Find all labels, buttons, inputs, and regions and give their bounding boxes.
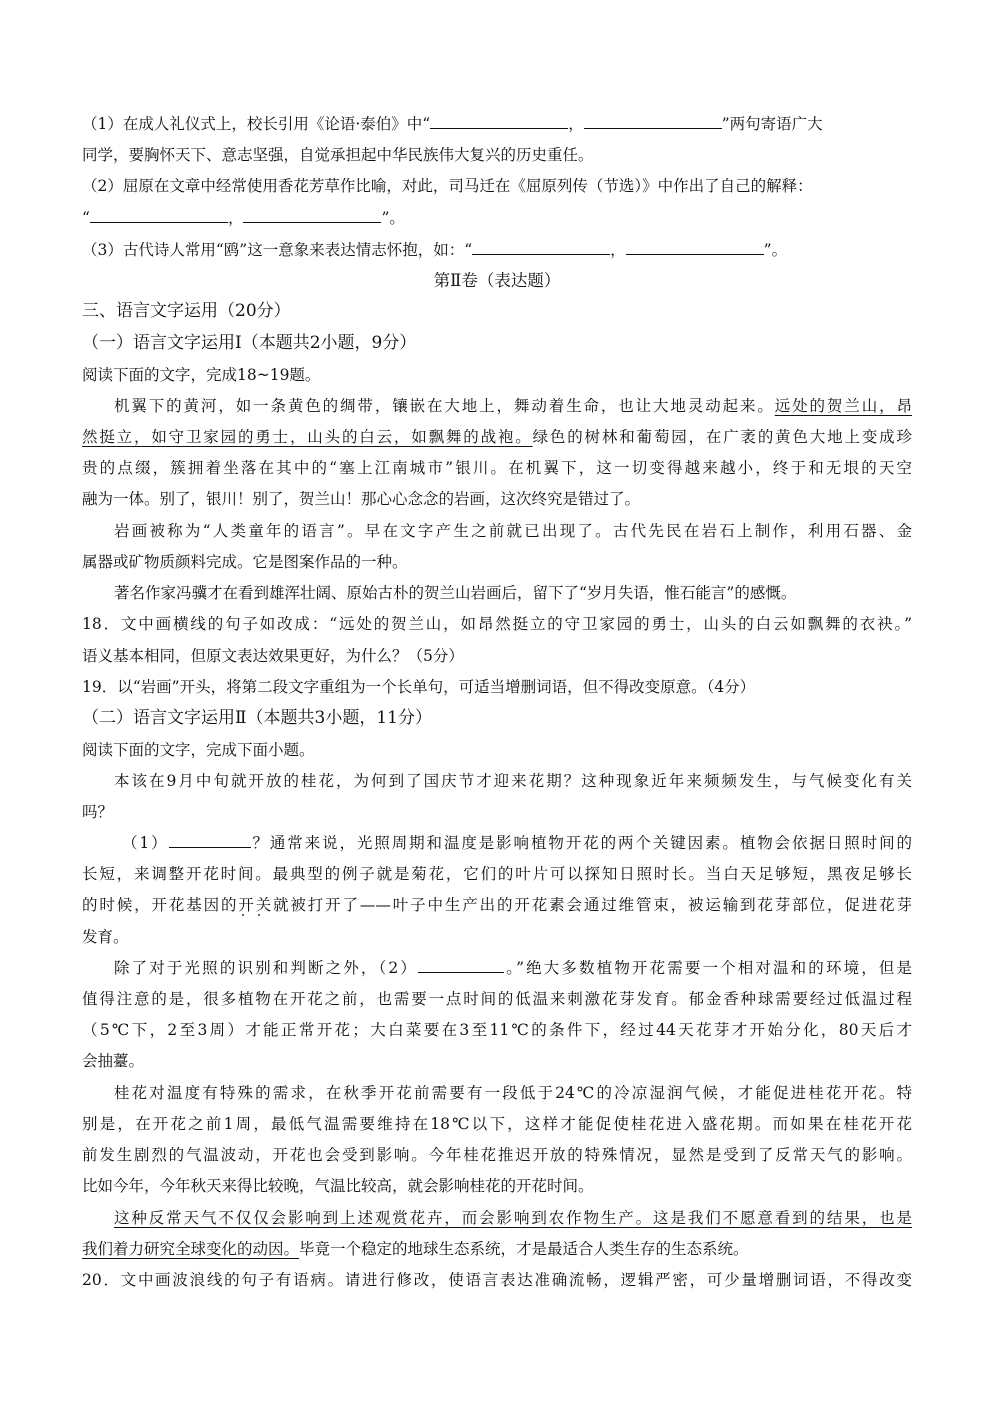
- passage-line: 吗？: [82, 803, 114, 821]
- emphasis-dot: [258, 914, 260, 916]
- answer-blank[interactable]: [243, 207, 381, 223]
- question-3: [82, 239, 787, 261]
- passage-1-line: [82, 426, 912, 448]
- emphasis-dot: [242, 914, 244, 916]
- passage-1-line: [82, 395, 912, 417]
- passage-line: 长短，来调整开花时间。最典型的例子就是菊花，它们的叶片可以探知日照时长。当白天足够短，黑夜足够长: [82, 865, 912, 883]
- answer-blank-1[interactable]: [169, 832, 251, 848]
- passage-line: 的时候，开花基因的开关就被打开了——叶子中生产出的开花素会通过维管束，被运输到花芽部位，促进花芽: [82, 896, 912, 914]
- question-1-line-2: 同学，要胸怀天下、意志坚强，自觉承担起中华民族伟大复兴的历史重任。: [82, 146, 594, 164]
- question-20: 20．文中画波浪线的句子有语病。请进行修改，使语言表达准确流畅，逻辑严密，可少量增删词语，不得改变: [82, 1271, 912, 1289]
- passage-text: 绿色的树林和葡萄园，在广袤的黄色大地上变成珍: [532, 428, 912, 446]
- passage-2-line: 岩画被称为“人类童年的语言”。早在文字产生之前就已出现了。古代先民在岩石上制作，利用石器、金: [114, 522, 912, 540]
- underlined-sentence: 然挺立，如守卫家园的勇士，山头的白云，如飘舞的战袍。: [82, 428, 533, 446]
- passage-line: 值得注意的是，很多植物在开花之前，也需要一点时间的低温来刺激花芽发育。郁金香种球需要经过低温过程: [82, 990, 912, 1008]
- part-2-heading: （二）语言文字运用Ⅱ（本题共3小题，11分）: [82, 708, 433, 728]
- passage-text: 毕竟一个稳定的地球生态系统，才是最适合人类生存的生态系统。: [299, 1240, 749, 1258]
- question-2-line-2: [82, 207, 405, 229]
- underlined-sentence: 远处的贺兰山，昂: [774, 397, 912, 415]
- question-3-text: （3）古代诗人常用“鸥”这一意象来表达情志怀抱，如：“: [82, 241, 473, 259]
- close-quote: ”。: [381, 209, 405, 227]
- comma: ，: [227, 209, 244, 227]
- passage-3-line: 著名作家冯骥才在看到雄浑壮阔、原始古朴的贺兰山岩画后，留下了“岁月失语，惟石能言”的感慨。: [114, 584, 797, 602]
- comma: ，: [610, 241, 626, 259]
- passage-line: 发育。: [82, 928, 129, 946]
- answer-blank[interactable]: [430, 113, 568, 129]
- answer-blank[interactable]: [90, 207, 228, 223]
- passage-line: 别是，在开花之前1周，最低气温需要维持在18℃以下，这样才能促使桂花进入盛花期。而如果在桂花开花: [82, 1115, 912, 1133]
- open-quote: “: [82, 209, 90, 227]
- passage-2-line: 属器或矿物质颜料完成。它是图案作品的一种。: [82, 553, 408, 571]
- answer-blank[interactable]: [472, 239, 610, 255]
- answer-blank-2[interactable]: [418, 957, 504, 973]
- passage-line: （5℃下，2至3周）才能正常开花；大白菜要在3至11℃的条件下，经过44天花芽才开始分化，80天后才: [82, 1021, 912, 1039]
- question-18-line-2: 语义基本相同，但原文表达效果更好，为什么？（5分）: [82, 647, 464, 665]
- part-1-instruction: 阅读下面的文字，完成18~19题。: [82, 366, 321, 384]
- passage-line: 本该在9月中旬就开放的桂花，为何到了国庆节才迎来花期？这种现象近年来频频发生，与气候变化有关: [114, 772, 912, 790]
- wavy-underlined-sentence: 我们着力研究全球变化的动因。: [82, 1240, 300, 1258]
- question-1-text-b: ”两句寄语广大: [721, 115, 823, 133]
- volume-title: 第Ⅱ卷（表达题）: [433, 271, 561, 290]
- passage-line: [82, 957, 912, 979]
- answer-blank[interactable]: [626, 239, 764, 255]
- question-19: 19．以“岩画”开头，将第二段文字重组为一个长单句，可适当增删词语，但不得改变原意。（4分）: [82, 678, 756, 696]
- blank-number: （1）: [122, 834, 169, 852]
- part-1-heading: （一）语言文字运用Ⅰ（本题共2小题，9分）: [82, 333, 417, 353]
- passage-line: 会抽薹。: [82, 1052, 145, 1070]
- passage-line: 前发生剧烈的气温波动，开花也会受到影响。今年桂花推迟开放的特殊情况，显然是受到了反常天气的影响。: [82, 1146, 912, 1164]
- passage-line: 比如今年，今年秋天来得比较晚，气温比较高，就会影响桂花的开花时间。: [82, 1177, 594, 1195]
- passage-1-line: 融为一体。别了，银川！别了，贺兰山！那心心念念的岩画，这次终究是错过了。: [82, 490, 641, 508]
- answer-blank[interactable]: [584, 113, 722, 129]
- question-2: （2）屈原在文章中经常使用香花芳草作比喻，对此，司马迁在《屈原列传（节选）》中作出了自己的解释：: [82, 177, 813, 195]
- passage-text: 机翼下的黄河，如一条黄色的绸带，镶嵌在大地上，舞动着生命，也让大地灵动起来。: [114, 397, 775, 415]
- question-1: [82, 113, 823, 135]
- passage-text: ？通常来说，光照周期和温度是影响植物开花的两个关键因素。植物会依据日照时间的: [250, 834, 912, 852]
- passage-line: 桂花对温度有特殊的需求，在秋季开花前需要有一段低于24℃的冷凉湿润气候，才能促进桂花开花。特: [114, 1084, 912, 1102]
- question-18: 18．文中画横线的句子如改成：“远处的贺兰山，如昂然挺立的守卫家园的勇士，山头的白云如飘舞的衣袂。”: [82, 615, 912, 633]
- close-quote: ”。: [763, 241, 788, 259]
- section-heading: 三、语言文字运用（20分）: [82, 301, 291, 321]
- wavy-underlined-sentence: 这种反常天气不仅仅会影响到上述观赏花卉，而会影响到农作物生产。这是我们不愿意看到的结果，也是: [114, 1209, 912, 1227]
- passage-text: 除了对于光照的识别和判断之外，（2）: [114, 959, 419, 977]
- passage-line: [82, 832, 912, 854]
- question-1-text-a: （1）在成人礼仪式上，校长引用《论语·泰伯》中“: [82, 115, 431, 133]
- passage-line: [82, 1238, 749, 1260]
- part-2-instruction: 阅读下面的文字，完成下面小题。: [82, 741, 315, 759]
- passage-line: [82, 1207, 912, 1229]
- comma: ，: [568, 115, 584, 133]
- passage-1-line: 贵的点缀，簇拥着坐落在其中的“塞上江南城市”银川。在机翼下，这一切变得越来越小，终于和无垠的天空: [82, 459, 912, 477]
- passage-text: 。”绝大多数植物开花需要一个相对温和的环境，但是: [504, 959, 912, 977]
